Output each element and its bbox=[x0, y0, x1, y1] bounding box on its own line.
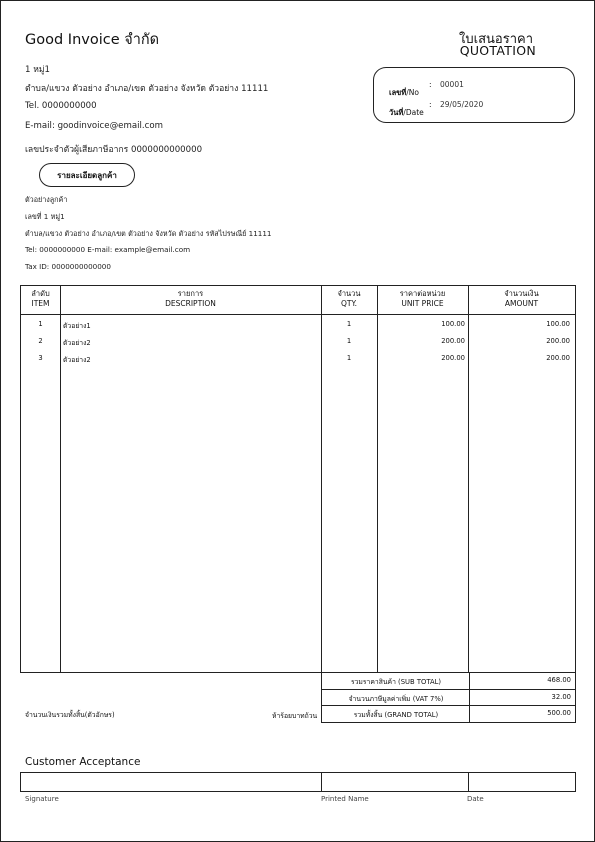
column-header-amount-thai: จำนวนเงิน bbox=[504, 289, 539, 298]
row-description: ตัวอย่าง1 bbox=[63, 322, 91, 330]
vat-value: 32.00 bbox=[551, 692, 571, 701]
row-item-number: 1 bbox=[38, 320, 43, 328]
row-amount: 200.00 bbox=[546, 337, 570, 345]
grand-total-label: รวมทั้งสิ้น (GRAND TOTAL) bbox=[353, 711, 439, 719]
row-unit-price: 200.00 bbox=[441, 337, 465, 345]
row-description: ตัวอย่าง2 bbox=[63, 356, 91, 364]
printed-name-label: Printed Name bbox=[321, 795, 369, 803]
row-quantity: 1 bbox=[346, 337, 352, 345]
document-number-colon: : bbox=[429, 80, 432, 89]
column-header-unit-price-english: UNIT PRICE bbox=[401, 299, 444, 308]
customer-address-line1: เลขที่ 1 หมู่1 bbox=[25, 212, 65, 221]
company-tel: Tel. 0000000000 bbox=[25, 101, 97, 111]
row-amount: 200.00 bbox=[546, 354, 570, 362]
row-item-number: 3 bbox=[38, 354, 43, 362]
column-header-qty-english: QTY. bbox=[341, 299, 357, 308]
document-date-label-thai: วันที่ bbox=[389, 108, 404, 117]
document-date-label bbox=[389, 100, 424, 119]
table-row bbox=[21, 320, 575, 334]
column-header-description bbox=[60, 286, 321, 315]
table-row bbox=[21, 354, 575, 368]
document-date-label-english: /Date bbox=[403, 108, 424, 117]
column-header-unit-price-thai: ราคาต่อหน่วย bbox=[399, 289, 446, 298]
table-row bbox=[21, 337, 575, 351]
row-unit-price: 100.00 bbox=[441, 320, 465, 328]
customer-details-button[interactable]: รายละเอียดลูกค้า bbox=[39, 163, 135, 187]
amount-in-words-label: จำนวนเงินรวมทั้งสิ้น(ตัวอักษร) bbox=[25, 711, 115, 719]
column-header-amount bbox=[468, 286, 575, 315]
row-quantity: 1 bbox=[346, 320, 352, 328]
vat-label: จำนวนภาษีมูลค่าเพิ่ม (VAT 7%) bbox=[348, 694, 444, 703]
signature-label: Signature bbox=[25, 795, 59, 803]
document-title-thai: ใบเสนอราคา bbox=[459, 32, 533, 47]
totals-divider bbox=[469, 689, 470, 707]
grand-total-value: 500.00 bbox=[547, 709, 571, 717]
customer-tax-id: Tax ID: 0000000000000 bbox=[25, 262, 111, 271]
subtotal-value: 468.00 bbox=[547, 676, 571, 684]
column-header-amount-english: AMOUNT bbox=[504, 299, 539, 308]
amount-in-words-value: ห้าร้อยบาทถ้วน bbox=[272, 712, 318, 720]
customer-name: ตัวอย่างลูกค้า bbox=[25, 195, 68, 204]
document-number-label-english: /No bbox=[406, 88, 419, 97]
company-address-line1: 1 หมู่1 bbox=[25, 65, 50, 75]
row-unit-price: 200.00 bbox=[441, 354, 465, 362]
company-tax-id: เลขประจำตัวผู้เสียภาษีอากร 0000000000000 bbox=[25, 145, 203, 155]
row-amount: 100.00 bbox=[546, 320, 570, 328]
row-item-number: 2 bbox=[38, 337, 43, 345]
grand-total-row bbox=[321, 706, 576, 723]
totals-divider bbox=[469, 672, 470, 690]
signature-column-divider bbox=[321, 773, 322, 791]
column-header-qty bbox=[321, 286, 377, 315]
row-description: ตัวอย่าง2 bbox=[63, 339, 91, 347]
column-header-item-thai: ลำดับ bbox=[31, 289, 50, 298]
document-title-english: QUOTATION bbox=[459, 43, 536, 58]
document-date-colon: : bbox=[429, 100, 432, 109]
document-info-box bbox=[373, 67, 575, 123]
totals-divider bbox=[469, 705, 470, 723]
totals-table bbox=[321, 673, 576, 723]
row-quantity: 1 bbox=[346, 354, 352, 362]
company-name: Good Invoice จำกัด bbox=[25, 32, 160, 48]
customer-address-line2: ตำบล/แขวง ตัวอย่าง อำเภอ/เขต ตัวอย่าง จังหวัด ตัวอย่าง รหัสไปรษณีย์ 11111 bbox=[25, 229, 272, 238]
document-date-value: 29/05/2020 bbox=[440, 100, 484, 109]
column-header-item bbox=[21, 286, 60, 315]
items-table bbox=[20, 285, 576, 673]
vat-row bbox=[321, 690, 576, 707]
customer-contact: Tel: 0000000000 E-mail: example@email.com bbox=[25, 245, 191, 254]
column-header-description-thai: รายการ bbox=[177, 289, 204, 298]
subtotal-label: รวมราคาสินค้า (SUB TOTAL) bbox=[350, 678, 442, 686]
column-header-qty-thai: จำนวน bbox=[337, 289, 361, 298]
acceptance-date-label: Date bbox=[467, 795, 484, 803]
document-number-label bbox=[389, 80, 419, 99]
column-header-item-english: ITEM bbox=[31, 299, 50, 308]
column-header-description-english: DESCRIPTION bbox=[165, 299, 216, 308]
subtotal-row bbox=[321, 673, 576, 690]
customer-acceptance-title: Customer Acceptance bbox=[25, 756, 141, 768]
acceptance-signature-box bbox=[20, 772, 576, 792]
company-address-line2: ตำบล/แขวง ตัวอย่าง อำเภอ/เขต ตัวอย่าง จังหวัด ตัวอย่าง 11111 bbox=[25, 84, 269, 94]
document-number-value: 00001 bbox=[440, 80, 464, 89]
company-email: E-mail: goodinvoice@email.com bbox=[25, 121, 163, 131]
column-header-unit-price bbox=[377, 286, 468, 315]
document-number-label-thai: เลขที่ bbox=[389, 88, 407, 97]
signature-column-divider bbox=[468, 773, 469, 791]
